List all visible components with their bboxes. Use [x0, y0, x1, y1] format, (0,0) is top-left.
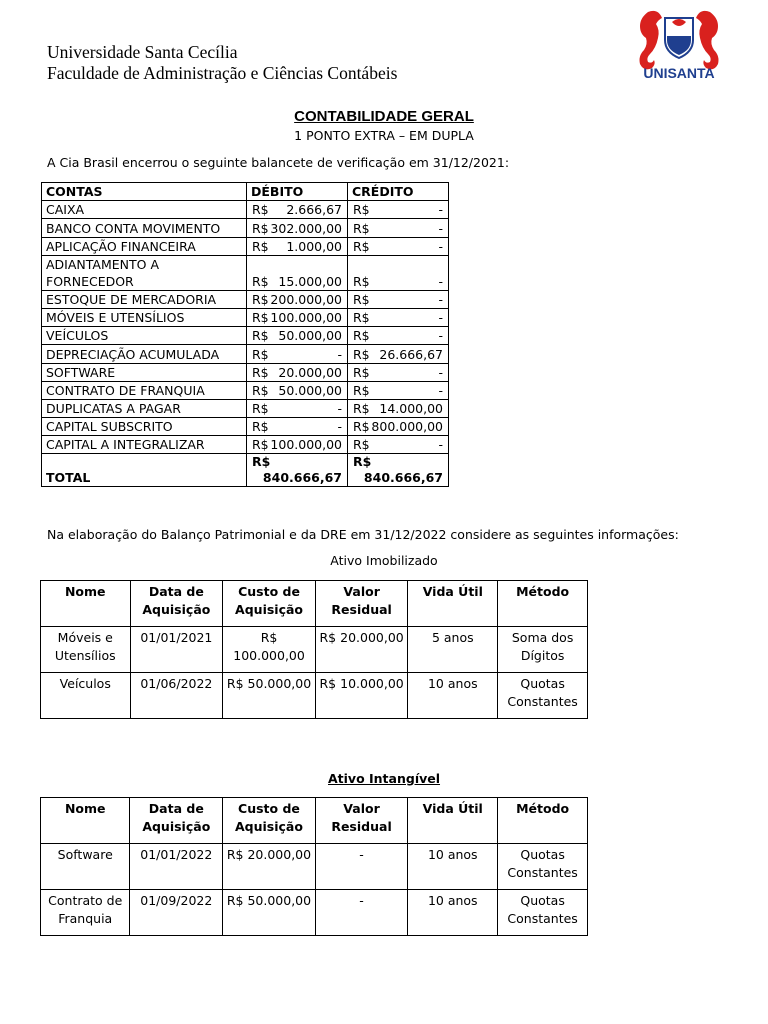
credit-cell	[348, 399, 449, 417]
amount-value: -	[337, 419, 342, 435]
table-cell: 01/06/2022	[130, 673, 223, 719]
currency-symbol: R$	[252, 437, 269, 453]
column-header: Nome	[41, 581, 131, 627]
unisanta-logo	[634, 6, 724, 82]
amount-value: 840.666,67	[363, 470, 443, 486]
account-name: DUPLICATAS A PAGAR	[42, 399, 247, 417]
column-header: Valor Residual	[315, 798, 407, 844]
table-row	[42, 363, 449, 381]
currency-symbol: R$	[353, 291, 370, 307]
amount-value: -	[438, 310, 443, 326]
debit-cell	[247, 381, 348, 399]
table-row	[42, 345, 449, 363]
imobilizado-table	[40, 580, 588, 719]
table-header-row	[42, 183, 449, 201]
column-header: Data de Aquisição	[130, 798, 223, 844]
account-name: MÓVEIS E UTENSÍLIOS	[42, 308, 247, 326]
imobilizado-caption: Ativo Imobilizado	[330, 553, 438, 568]
credit-cell	[348, 345, 449, 363]
table-cell: Contrato de Franquia	[41, 890, 130, 936]
logo-text: UNISANTA	[643, 65, 715, 81]
table-cell: R$ 100.000,00	[223, 627, 316, 673]
table-row	[42, 255, 449, 290]
currency-symbol: R$	[353, 202, 370, 218]
intro-text: A Cia Brasil encerrou o seguinte balancete de verificação em 31/12/2021:	[47, 155, 510, 170]
currency-symbol: R$	[353, 346, 370, 362]
table-cell: Quotas Constantes	[498, 844, 588, 890]
column-header: Custo de Aquisição	[223, 581, 316, 627]
account-name: ADIANTAMENTO A FORNECEDOR	[42, 255, 247, 290]
table-row	[41, 627, 588, 673]
table-cell: 10 anos	[408, 673, 498, 719]
amount-value: 200.000,00	[270, 291, 342, 307]
debit-cell	[247, 436, 348, 454]
currency-symbol: R$	[252, 220, 269, 236]
credit-cell	[348, 418, 449, 436]
currency-symbol: R$	[353, 401, 370, 417]
table-cell: 10 anos	[408, 844, 498, 890]
amount-value: -	[438, 202, 443, 218]
table-cell: Soma dos Dígitos	[498, 627, 588, 673]
amount-value: -	[438, 328, 443, 344]
table-cell: R$ 50.000,00	[223, 890, 316, 936]
table-cell: 01/09/2022	[130, 890, 223, 936]
document-subtitle: 1 PONTO EXTRA – EM DUPLA	[294, 128, 474, 143]
table-cell: -	[315, 844, 407, 890]
currency-symbol: R$	[353, 238, 370, 254]
credit-cell	[348, 237, 449, 255]
amount-value: 15.000,00	[278, 273, 342, 289]
account-name: CAPITAL A INTEGRALIZAR	[42, 436, 247, 454]
currency-symbol: R$	[353, 273, 370, 289]
header-contas: CONTAS	[42, 183, 247, 201]
amount-value: -	[337, 346, 342, 362]
currency-symbol: R$	[353, 382, 370, 398]
institution-header	[47, 42, 397, 84]
currency-symbol: R$	[252, 273, 269, 289]
table-cell: R$ 20.000,00	[315, 627, 408, 673]
table-cell: Software	[41, 844, 130, 890]
debit-cell	[247, 290, 348, 308]
column-header: Vida Útil	[408, 581, 498, 627]
total-debit-cell	[247, 454, 348, 487]
university-name: Universidade Santa Cecília	[47, 42, 238, 62]
account-name: DEPRECIAÇÃO ACUMULADA	[42, 345, 247, 363]
table-row	[41, 890, 588, 936]
table-cell: 01/01/2021	[130, 627, 223, 673]
amount-value: -	[438, 291, 443, 307]
amount-value: 100.000,00	[270, 310, 342, 326]
amount-value: 100.000,00	[270, 437, 342, 453]
table-row	[42, 436, 449, 454]
table-row	[42, 327, 449, 345]
table-cell: 5 anos	[408, 627, 498, 673]
table-row	[42, 418, 449, 436]
amount-value: 1.000,00	[286, 238, 342, 254]
currency-symbol: R$	[353, 220, 370, 236]
table-header-row	[41, 798, 588, 844]
column-header: Método	[498, 798, 588, 844]
table-row	[42, 399, 449, 417]
currency-symbol: R$	[252, 202, 269, 218]
account-name: APLICAÇÃO FINANCEIRA	[42, 237, 247, 255]
account-name: SOFTWARE	[42, 363, 247, 381]
amount-value: -	[438, 238, 443, 254]
total-label: TOTAL	[42, 454, 247, 487]
debit-cell	[247, 345, 348, 363]
currency-symbol: R$	[353, 454, 372, 470]
table-cell: 01/01/2022	[130, 844, 223, 890]
currency-symbol: R$	[252, 419, 269, 435]
currency-symbol: R$	[252, 454, 271, 470]
account-name: CAIXA	[42, 201, 247, 219]
faculty-name: Faculdade de Administração e Ciências Contábeis	[47, 63, 398, 83]
debit-cell	[247, 399, 348, 417]
currency-symbol: R$	[252, 291, 269, 307]
credit-cell	[348, 201, 449, 219]
amount-value: -	[438, 437, 443, 453]
account-name: CONTRATO DE FRANQUIA	[42, 381, 247, 399]
table-cell: R$ 20.000,00	[223, 844, 316, 890]
currency-symbol: R$	[353, 419, 370, 435]
table-row	[42, 201, 449, 219]
amount-value: 302.000,00	[270, 220, 342, 236]
document-title: CONTABILIDADE GERAL	[294, 108, 474, 125]
debit-cell	[247, 255, 348, 290]
debit-cell	[247, 237, 348, 255]
table-row	[42, 290, 449, 308]
amount-value: 840.666,67	[262, 470, 342, 486]
table-cell: Veículos	[41, 673, 131, 719]
account-name: ESTOQUE DE MERCADORIA	[42, 290, 247, 308]
table-row	[42, 308, 449, 326]
currency-symbol: R$	[252, 328, 269, 344]
instructions-text: Na elaboração do Balanço Patrimonial e da DRE em 31/12/2022 considere as seguintes informações:	[47, 527, 679, 542]
table-row	[41, 844, 588, 890]
credit-cell	[348, 290, 449, 308]
table-cell: Quotas Constantes	[498, 890, 588, 936]
amount-value: -	[438, 364, 443, 380]
table-cell: R$ 10.000,00	[315, 673, 408, 719]
amount-value: -	[438, 273, 443, 289]
amount-value: -	[438, 220, 443, 236]
credit-cell	[348, 436, 449, 454]
column-header: Valor Residual	[315, 581, 408, 627]
credit-cell	[348, 327, 449, 345]
debit-cell	[247, 363, 348, 381]
currency-symbol: R$	[353, 364, 370, 380]
table-cell: Quotas Constantes	[498, 673, 588, 719]
header-debito: DÉBITO	[247, 183, 348, 201]
currency-symbol: R$	[252, 346, 269, 362]
amount-value: 20.000,00	[278, 364, 342, 380]
amount-value: 50.000,00	[278, 328, 342, 344]
amount-value: -	[438, 382, 443, 398]
header-credito: CRÉDITO	[348, 183, 449, 201]
amount-value: 50.000,00	[278, 382, 342, 398]
table-row	[42, 219, 449, 237]
credit-cell	[348, 381, 449, 399]
currency-symbol: R$	[353, 437, 370, 453]
debit-cell	[247, 219, 348, 237]
table-cell: Móveis e Utensílios	[41, 627, 131, 673]
currency-symbol: R$	[252, 364, 269, 380]
table-row	[42, 381, 449, 399]
seahorse-crest-icon	[634, 6, 724, 82]
column-header: Vida Útil	[408, 798, 498, 844]
currency-symbol: R$	[252, 401, 269, 417]
debit-cell	[247, 201, 348, 219]
credit-cell	[348, 255, 449, 290]
credit-cell	[348, 308, 449, 326]
credit-cell	[348, 219, 449, 237]
column-header: Nome	[41, 798, 130, 844]
amount-value: 800.000,00	[371, 419, 443, 435]
amount-value: 14.000,00	[379, 401, 443, 417]
trial-balance-table	[41, 182, 449, 487]
currency-symbol: R$	[252, 382, 269, 398]
column-header: Data de Aquisição	[130, 581, 223, 627]
column-header: Custo de Aquisição	[223, 798, 316, 844]
account-name: VEÍCULOS	[42, 327, 247, 345]
account-name: BANCO CONTA MOVIMENTO	[42, 219, 247, 237]
credit-cell	[348, 363, 449, 381]
currency-symbol: R$	[353, 310, 370, 326]
intangivel-table	[40, 797, 588, 936]
debit-cell	[247, 308, 348, 326]
currency-symbol: R$	[252, 238, 269, 254]
debit-cell	[247, 418, 348, 436]
currency-symbol: R$	[353, 328, 370, 344]
table-cell: R$ 50.000,00	[223, 673, 316, 719]
total-credit-cell	[348, 454, 449, 487]
table-row	[42, 237, 449, 255]
currency-symbol: R$	[252, 310, 269, 326]
table-header-row	[41, 581, 588, 627]
table-cell: -	[315, 890, 407, 936]
column-header: Método	[498, 581, 588, 627]
intangivel-caption: Ativo Intangível	[327, 771, 441, 786]
table-row	[41, 673, 588, 719]
account-name: CAPITAL SUBSCRITO	[42, 418, 247, 436]
total-row	[42, 454, 449, 487]
table-cell: 10 anos	[408, 890, 498, 936]
amount-value: 26.666,67	[379, 346, 443, 362]
amount-value: 2.666,67	[286, 202, 342, 218]
debit-cell	[247, 327, 348, 345]
amount-value: -	[337, 401, 342, 417]
